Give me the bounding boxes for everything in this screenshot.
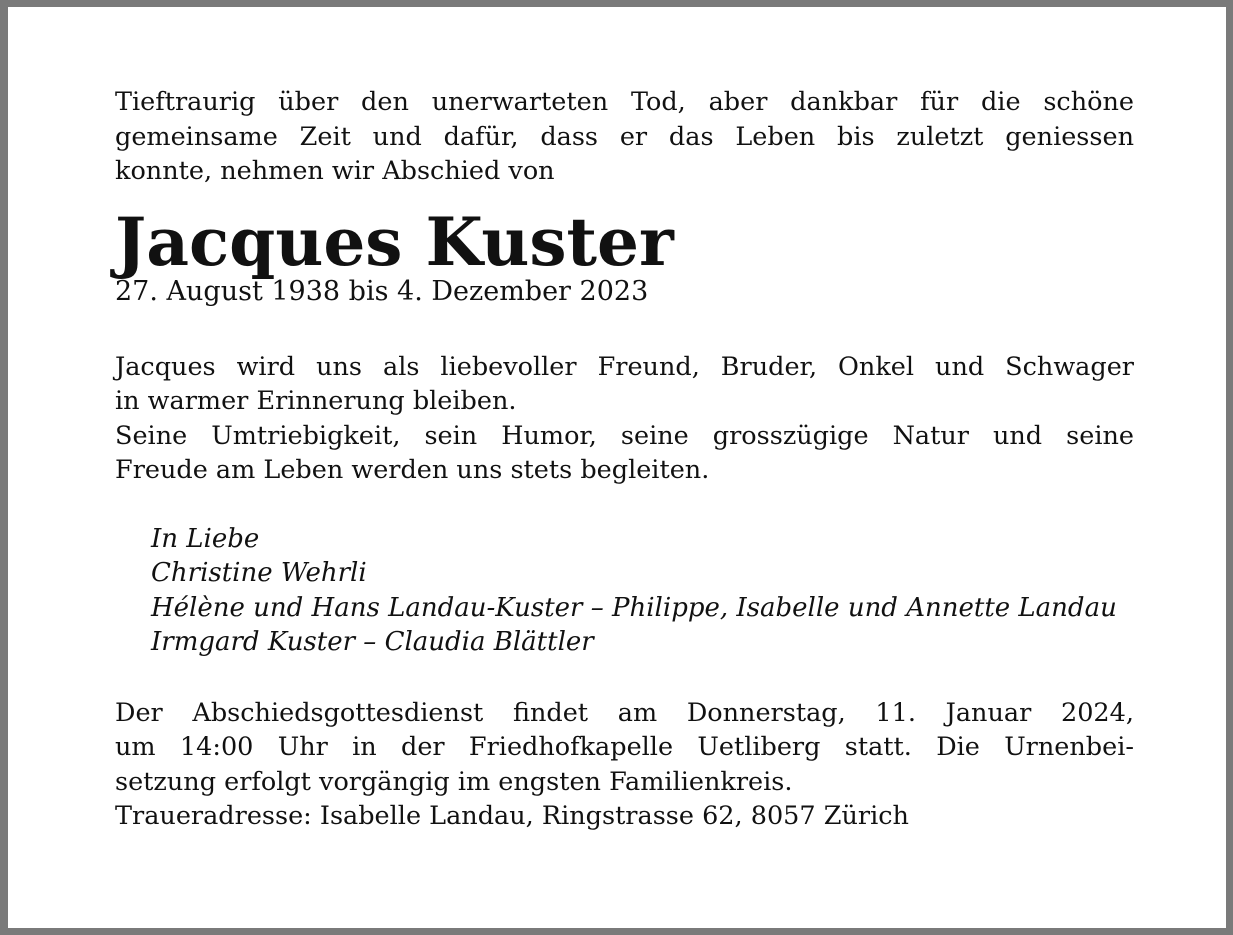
intro-line: Tieftraurig über den unerwarteten Tod, aber dankbar für die schöne bbox=[115, 87, 1134, 117]
tribute-text bbox=[115, 350, 1134, 488]
intro-line: konnte, nehmen wir Abschied von bbox=[115, 156, 555, 186]
signature-line: Hélène und Hans Landau-Kuster – Philippe, Isabelle und Annette Landau bbox=[151, 592, 1117, 623]
obituary-content bbox=[115, 85, 1134, 834]
intro-line: gemeinsame Zeit und dafür, dass er das Leben bis zuletzt geniessen bbox=[115, 121, 1134, 152]
signatures bbox=[151, 522, 1134, 660]
tribute-line: Seine Umtriebigkeit, sein Humor, seine grosszügige Natur und seine bbox=[115, 420, 1134, 451]
signature-line: Christine Wehrli bbox=[151, 558, 367, 588]
service-text bbox=[115, 696, 1134, 834]
intro-text bbox=[115, 85, 1134, 189]
life-dates: 27. August 1938 bis 4. Dezember 2023 bbox=[115, 275, 649, 307]
service-line: um 14:00 Uhr in der Friedhofkapelle Uetliberg statt. Die Urnenbei- bbox=[115, 732, 1134, 762]
tribute-line: Jacques wird uns als liebevoller Freund, Bruder, Onkel und Schwager bbox=[115, 351, 1134, 382]
service-line: setzung erfolgt vorgängig im engsten Familienkreis. bbox=[115, 766, 793, 797]
tribute-line: Freude am Leben werden uns stets begleiten. bbox=[115, 455, 710, 485]
signature-line: Irmgard Kuster – Claudia Blättler bbox=[151, 627, 594, 657]
signature-line: In Liebe bbox=[151, 523, 260, 554]
tribute-line: in warmer Erinnerung bleiben. bbox=[115, 386, 517, 416]
mourning-address: Traueradresse: Isabelle Landau, Ringstrasse 62, 8057 Zürich bbox=[115, 801, 909, 831]
service-line: Der Abschiedsgottesdienst findet am Donnerstag, 11. Januar 2024, bbox=[115, 697, 1134, 728]
deceased-name: Jacques Kuster bbox=[115, 202, 674, 281]
